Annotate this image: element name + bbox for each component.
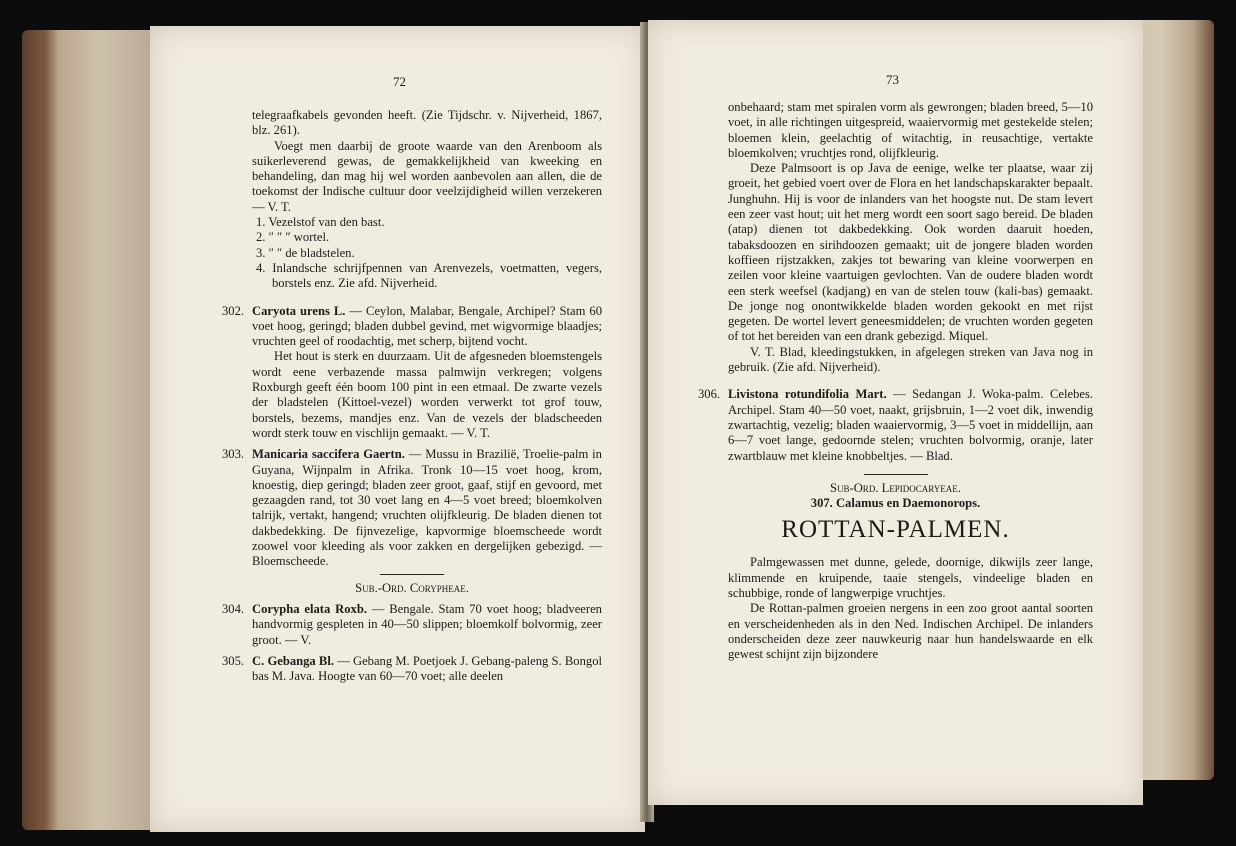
divider [864, 474, 928, 475]
species-name: Manicaria saccifera Gaertn. [252, 447, 405, 462]
entry-306 [698, 387, 1093, 463]
intro-text: onbehaard; stam met spiralen vorm als gewrongen; bladen breed, 5—10 voet, in alle richtingen uitgespreid, waaiervormig met gestekelde stelen; bloemen klein, geelachtig of witachtig, in reusachtige, vertakte bloemkolven; vruchtjes rond, olijfkleurig. [728, 100, 1093, 160]
entry-text: — Bengale. Stam 70 voet hoog; bladveeren handvormig gespleten in 40—50 slippen; bloemkolf bolvormig, zeer groot. — V. [252, 601, 602, 647]
paragraph: Het hout is sterk en duurzaam. Uit de afgesneden bloemstengels wordt eene verbazende massa palmwijn verkregen; volgens Roxburgh geeft één boom 100 pint in een etmaal. De zwarte vezels der bladstelen (Kittoel-vezel) worden verwerkt tot grof touw, borstels, bezems, mandjes enz. Van de vezels der bladscheeden wordt sterk touw en vischlijn gemaakt. — V. T. [252, 349, 602, 440]
species-name: Corypha elata Roxb. [252, 601, 367, 616]
genus-heading: 307. Calamus en Daemonorops. [810, 496, 981, 511]
entry-number: 303. [222, 447, 245, 462]
entry-number: 305. [222, 653, 245, 668]
section-title: ROTTAN-PALMEN. [781, 516, 1010, 544]
entry-text: — Ceylon, Malabar, Bengale, Archipel? Stam 60 voet hoog, geringd; bladen dubbel gevind, met wigvormige blaadjes; vruchten geel of roodachtig, met scherp, bijtend vocht. [252, 303, 602, 349]
entry-305 [222, 654, 602, 685]
entry-text: — Sedangan J. Woka-palm. Celebes. Archipel. Stam 40—50 voet, naakt, grijsbruin, 1—2 voet dik, inwendig zwartachtig, vezelig; bladen waaiervormig, 3—5 voet in middellijn, aan 6—7 voet lange, gedoornde stelen; vruchten bolvormig, oranje, later zwartblauw met kleine knobbeltjes. — Blad. [728, 387, 1093, 463]
species-name: C. Gebanga Bl. [252, 653, 334, 668]
entry-302 [222, 304, 602, 442]
left-page [150, 26, 645, 832]
paragraph: Deze Palmsoort is op Java de eenige, welke ter plaatse, waar zij groeit, het gebied voert over de Flora en het landschapskarakter bepaalt. Junghuhn. Hij is voor de inlanders van het hoogste nut. De stam levert een zeer vast hout; uit het merg wordt een soort sago bereid. De bladen (atap) dienen tot dakbedekking. Ook worden daaruit hoeden, tabaksdoozen en sirihdoozen gemaakt; uit de jongere bladen worden koffieen rijstzakken, zakjes tot bewaring van kleine voorwerpen en zeilen voor kleine vaartuigen gevlochten. Van de oudere bladen wordt een sterk weefsel (kadjang) en van de stelen touw (kali-bas) gemaakt. De jonge nog onontwikkelde bladen worden gekookt en met rijst gegeten. De wortel levert geneesmiddelen; de vruchten worden gegeten of tot het bereiden van een drank gebezigd. Miquel. [728, 161, 1093, 344]
list-item: 1. Vezelstof van den bast. [256, 215, 385, 230]
paragraph: De Rottan-palmen groeien nergens in een zoo groot aantal soorten en verscheidenheden als in den Ned. Indischen Archipel. De inlanders onderscheiden deze zeer nauwkeurig naar hun handelswaarde en elk gewest schijnt zijn bijzondere [728, 601, 1093, 662]
list-item: 4. Inlandsche schrijfpennen van Arenvezels, voetmatten, vegers, borstels enz. Zie afd. Nijverheid. [256, 260, 602, 291]
right-text [698, 100, 1093, 663]
divider [380, 574, 444, 575]
entry-303 [222, 447, 602, 569]
entry-text: — Gebang M. Poetjoek J. Gebang-paleng S. Bongol bas M. Java. Hoogte van 60—70 voet; alle deelen [252, 653, 602, 684]
paragraph: Voegt men daarbij de groote waarde van den Arenboom als suikerleverend gewas, de gemakkelijkheid van kweeking en behandeling, dan mag hij wel worden aanbevolen aan allen, die de toekomst der Indische cultuur door veelzijdigheid willen verzekeren — V. T. [252, 138, 602, 214]
entry-number: 302. [222, 303, 245, 318]
entry-text: — Mussu in Brazilië, Troelie-palm in Guyana, Wijnpalm in Afrika. Tronk 10—15 voet hoog, krom, knoestig, diep geringd; bladen zeer groot, gaaf, stijf en gevoord, met gezaagden rand, tot 30 voet lang en 4—5 voet breed; bloemkolven talrijk, vertakt, hangend; vruchten olijfkleurig. De bladen dienen tot dakbedekking. De fijnvezelige, kapvormige bloemscheede wordt zoowel voor kleeding als voor zakken en dergelijken gebezigd. — Bloemscheede. [252, 447, 602, 569]
left-text [222, 108, 602, 684]
entry-number: 306. [698, 387, 721, 402]
right-page [648, 20, 1143, 805]
suborder-heading: Sub-Ord. Lepidocaryeae. [830, 480, 961, 495]
entry-number: 304. [222, 601, 245, 616]
paragraph: V. T. Blad, kleedingstukken, in afgelegen streken van Java nog in gebruik. (Zie afd. Nijverheid). [728, 344, 1093, 375]
species-name: Livistona rotundifolia Mart. [728, 387, 887, 402]
list-item: 2. ″ ″ ″ wortel. [256, 230, 330, 245]
paragraph: Palmgewassen met dunne, gelede, doornige, dikwijls zeer lange, klimmende en kruipende, taaie stengels, vindeelige bladen en schubbige, ronde of langwerpige vruchtjes. [728, 555, 1093, 601]
suborder-heading: Sub.-Ord. Corypheae. [355, 580, 469, 595]
page-number: 73 [886, 72, 899, 87]
list-item: 3. ″ ″ de bladstelen. [256, 245, 355, 260]
book-edge-left [22, 30, 152, 830]
entry-304 [222, 602, 602, 648]
species-name: Caryota urens L. [252, 303, 346, 318]
intro-text: telegraafkabels gevonden heeft. (Zie Tijdschr. v. Nijverheid, 1867, blz. 261). [252, 108, 602, 138]
page-number: 72 [393, 74, 406, 89]
